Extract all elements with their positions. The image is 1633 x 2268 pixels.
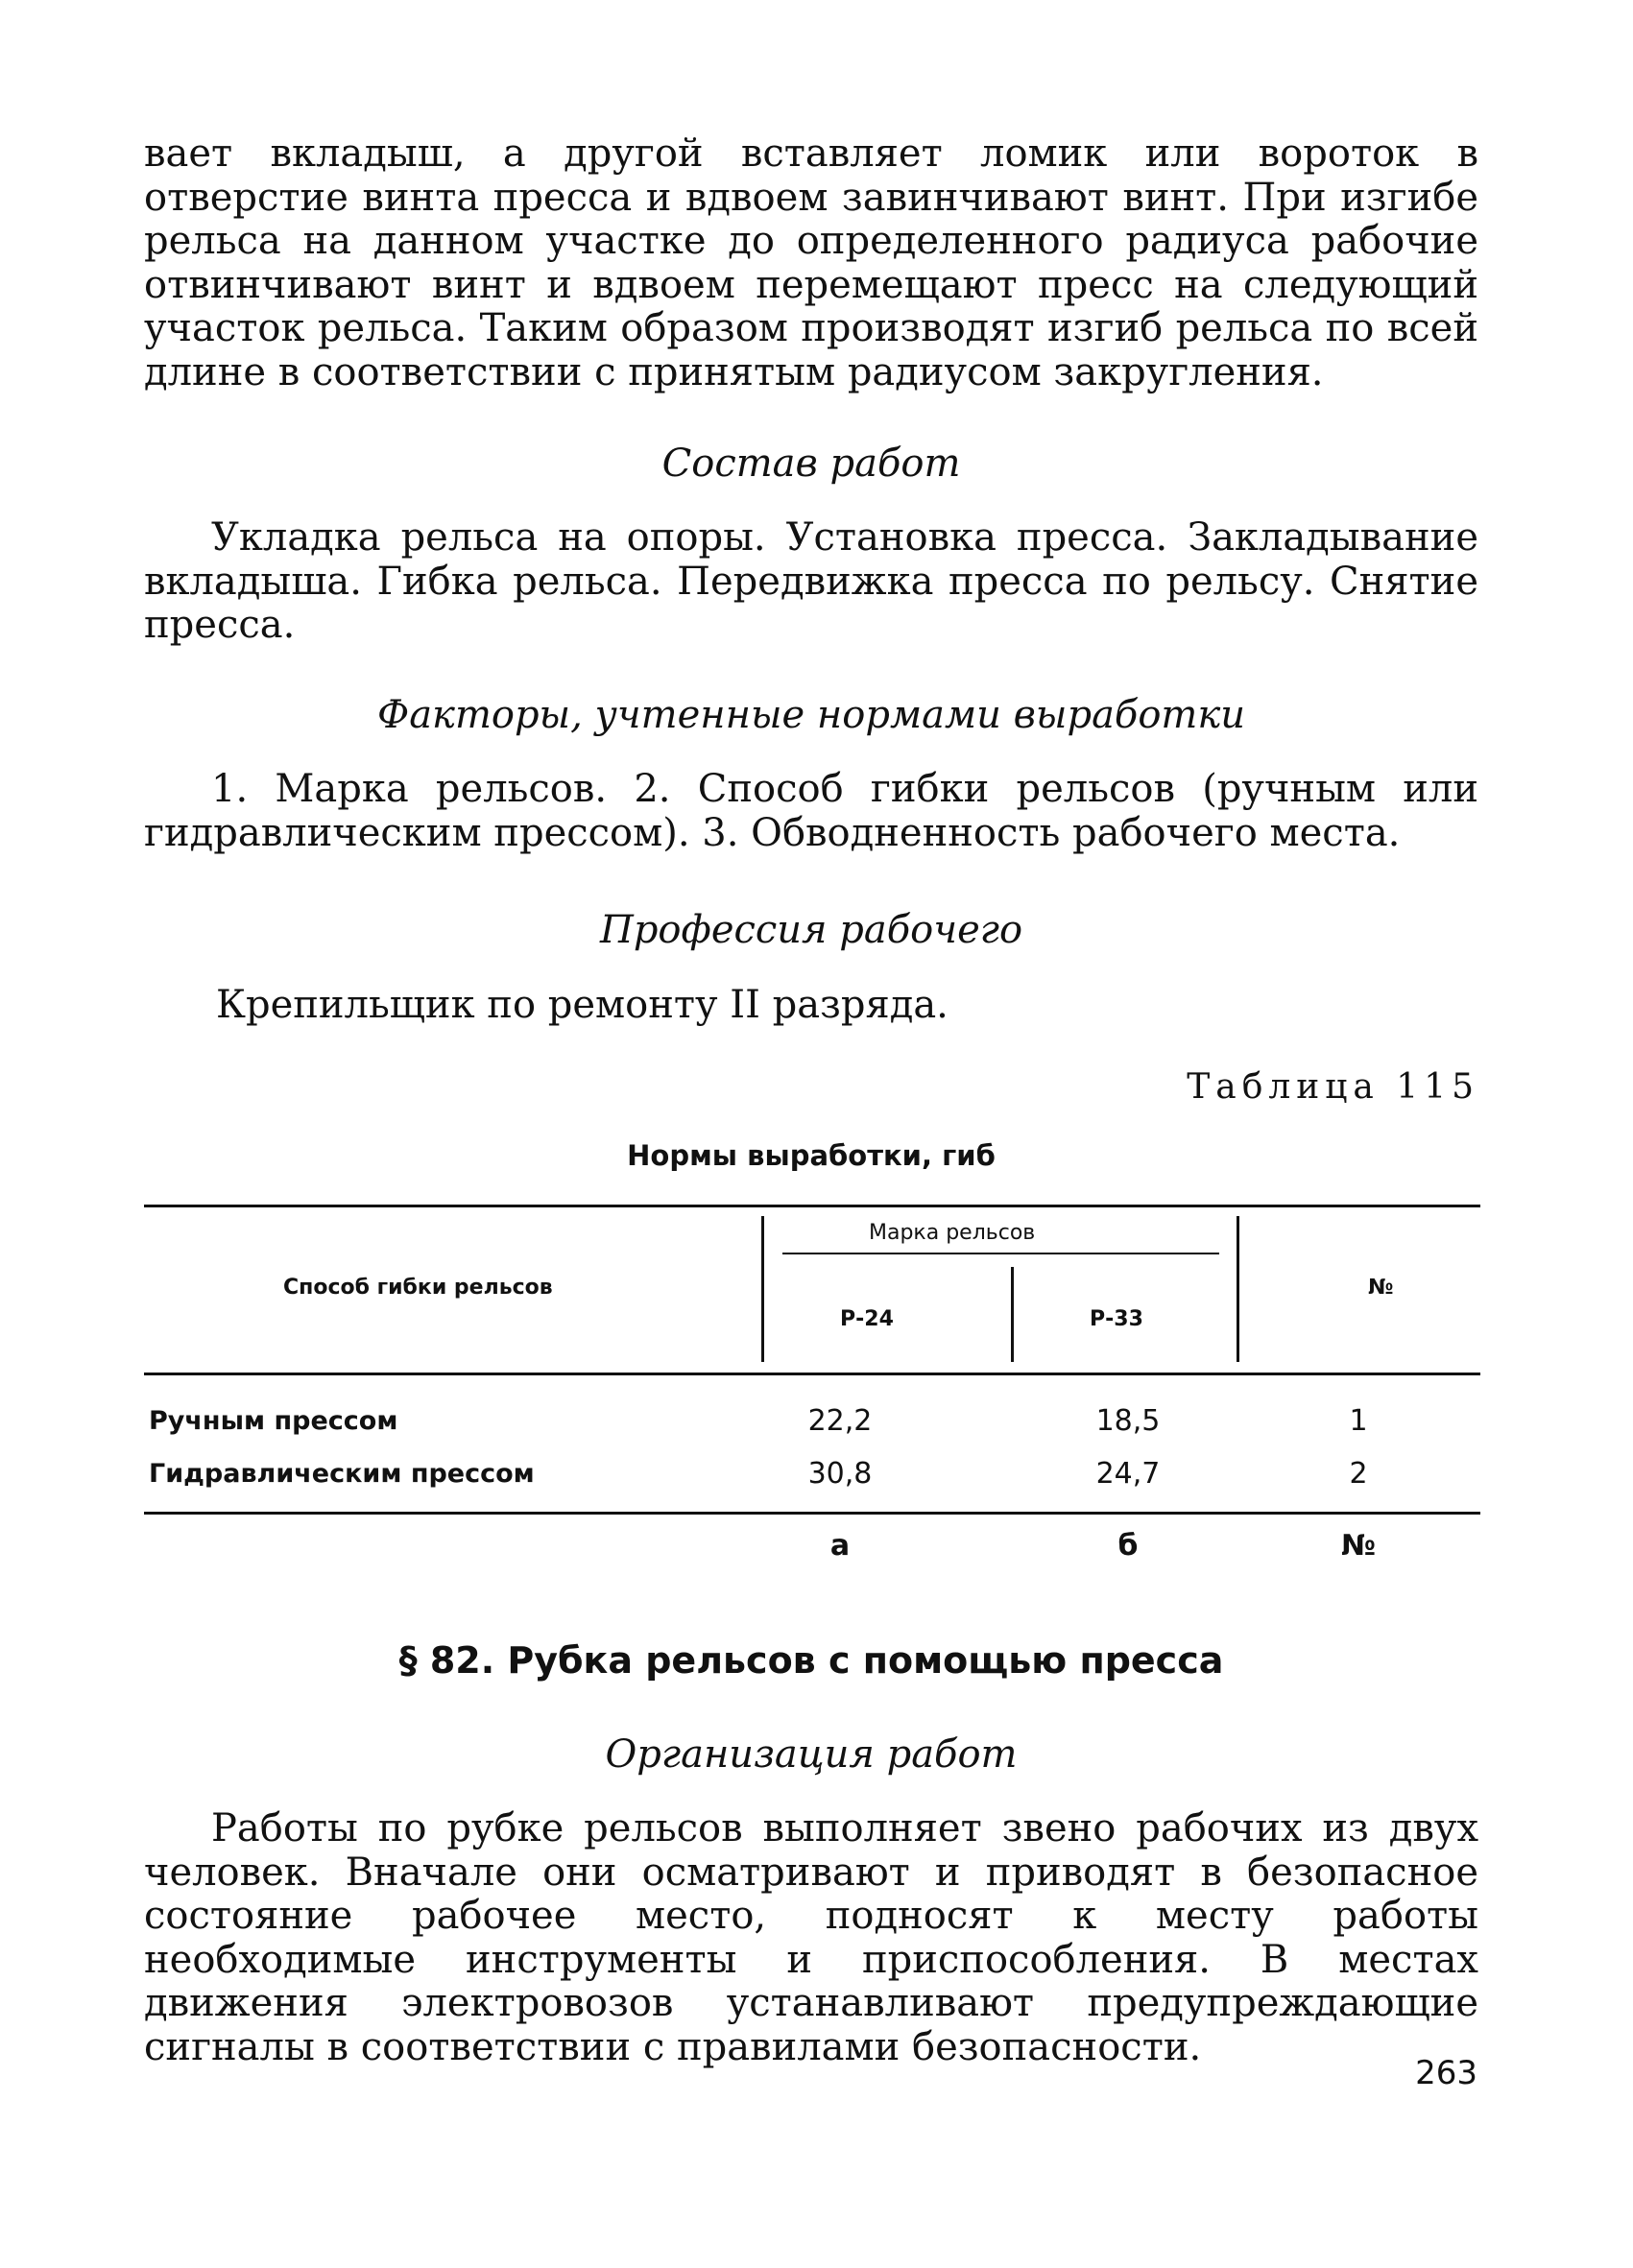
row-1-label: Ручным прессом — [149, 1406, 398, 1436]
row-1-p24: 22,2 — [807, 1404, 873, 1438]
header-method: Способ гибки рельсов — [283, 1276, 553, 1300]
header-p33: Р-33 — [1090, 1307, 1143, 1331]
heading-organizatsiya: Организация работ — [605, 1732, 1018, 1777]
footer-a: а — [829, 1529, 851, 1563]
row-2-no: 2 — [1349, 1457, 1368, 1491]
table-top-rule — [144, 1205, 1480, 1207]
header-no: № — [1368, 1276, 1394, 1300]
paragraph-intro: вает вкладыш, а другой вставляет ломик или вороток в отверстие винта пресса и вдвоем завинчивают винт. При изгибе рельса на данном участке до определенного радиуса рабочие отвинчивают винт и вдвоем перемещают пресс на следующий участок рельса. Таким образом производят изгиб рельса по всей длине в соответствии с принятым радиусом закругления. — [144, 131, 1478, 394]
paragraph-organizatsiya: Работы по рубке рельсов выполняет звено рабочих из двух человек. Вначале они осматривают и приводят в безопасное состояние рабочее место, подносят к месту работы необходимые инструменты и приспособления. В местах движения электровозов устанавливают предупреждающие сигналы в соответствии с правилами безопасности. — [144, 1806, 1478, 2069]
header-brand-group: Марка рельсов — [869, 1221, 1036, 1245]
page-number: 263 — [1415, 2054, 1477, 2092]
norms-table — [144, 1205, 1480, 1569]
table-bottom-rule — [144, 1512, 1480, 1515]
row-2-p33: 24,7 — [1095, 1457, 1161, 1491]
footer-no: № — [1340, 1529, 1377, 1563]
footer-b: б — [1117, 1529, 1139, 1563]
row-1-p33: 18,5 — [1095, 1404, 1161, 1438]
table-label: Таблица 115 — [1187, 1067, 1479, 1107]
table-divider-method — [761, 1216, 764, 1362]
table-divider-no — [1237, 1216, 1239, 1362]
paragraph-professiya: Крепильщик по ремонту II разряда. — [216, 983, 949, 1027]
paragraph-sostav: Укладка рельса на опоры. Установка пресса. Закладывание вкладыша. Гибка рельса. Передвижка пресса по рельсу. Снятие пресса. — [144, 515, 1478, 647]
header-p24: Р-24 — [840, 1307, 894, 1331]
paragraph-faktory: 1. Марка рельсов. 2. Способ гибки рельсов (ручным или гидравлическим прессом). 3. Обводненность рабочего места. — [144, 767, 1478, 855]
table-title: Нормы выработки, гиб — [627, 1139, 996, 1172]
heading-faktory: Факторы, учтенные нормами выработки — [377, 693, 1245, 737]
heading-sostav: Состав работ — [661, 442, 961, 486]
section-title: § 82. Рубка рельсов с помощью пресса — [398, 1639, 1224, 1682]
table-group-rule — [782, 1253, 1219, 1254]
row-2-label: Гидравлическим прессом — [149, 1459, 535, 1489]
row-1-no: 1 — [1349, 1404, 1368, 1438]
heading-professiya: Профессия рабочего — [599, 908, 1023, 952]
table-header-rule — [144, 1373, 1480, 1375]
row-2-p24: 30,8 — [807, 1457, 873, 1491]
table-divider-brand — [1011, 1267, 1014, 1362]
